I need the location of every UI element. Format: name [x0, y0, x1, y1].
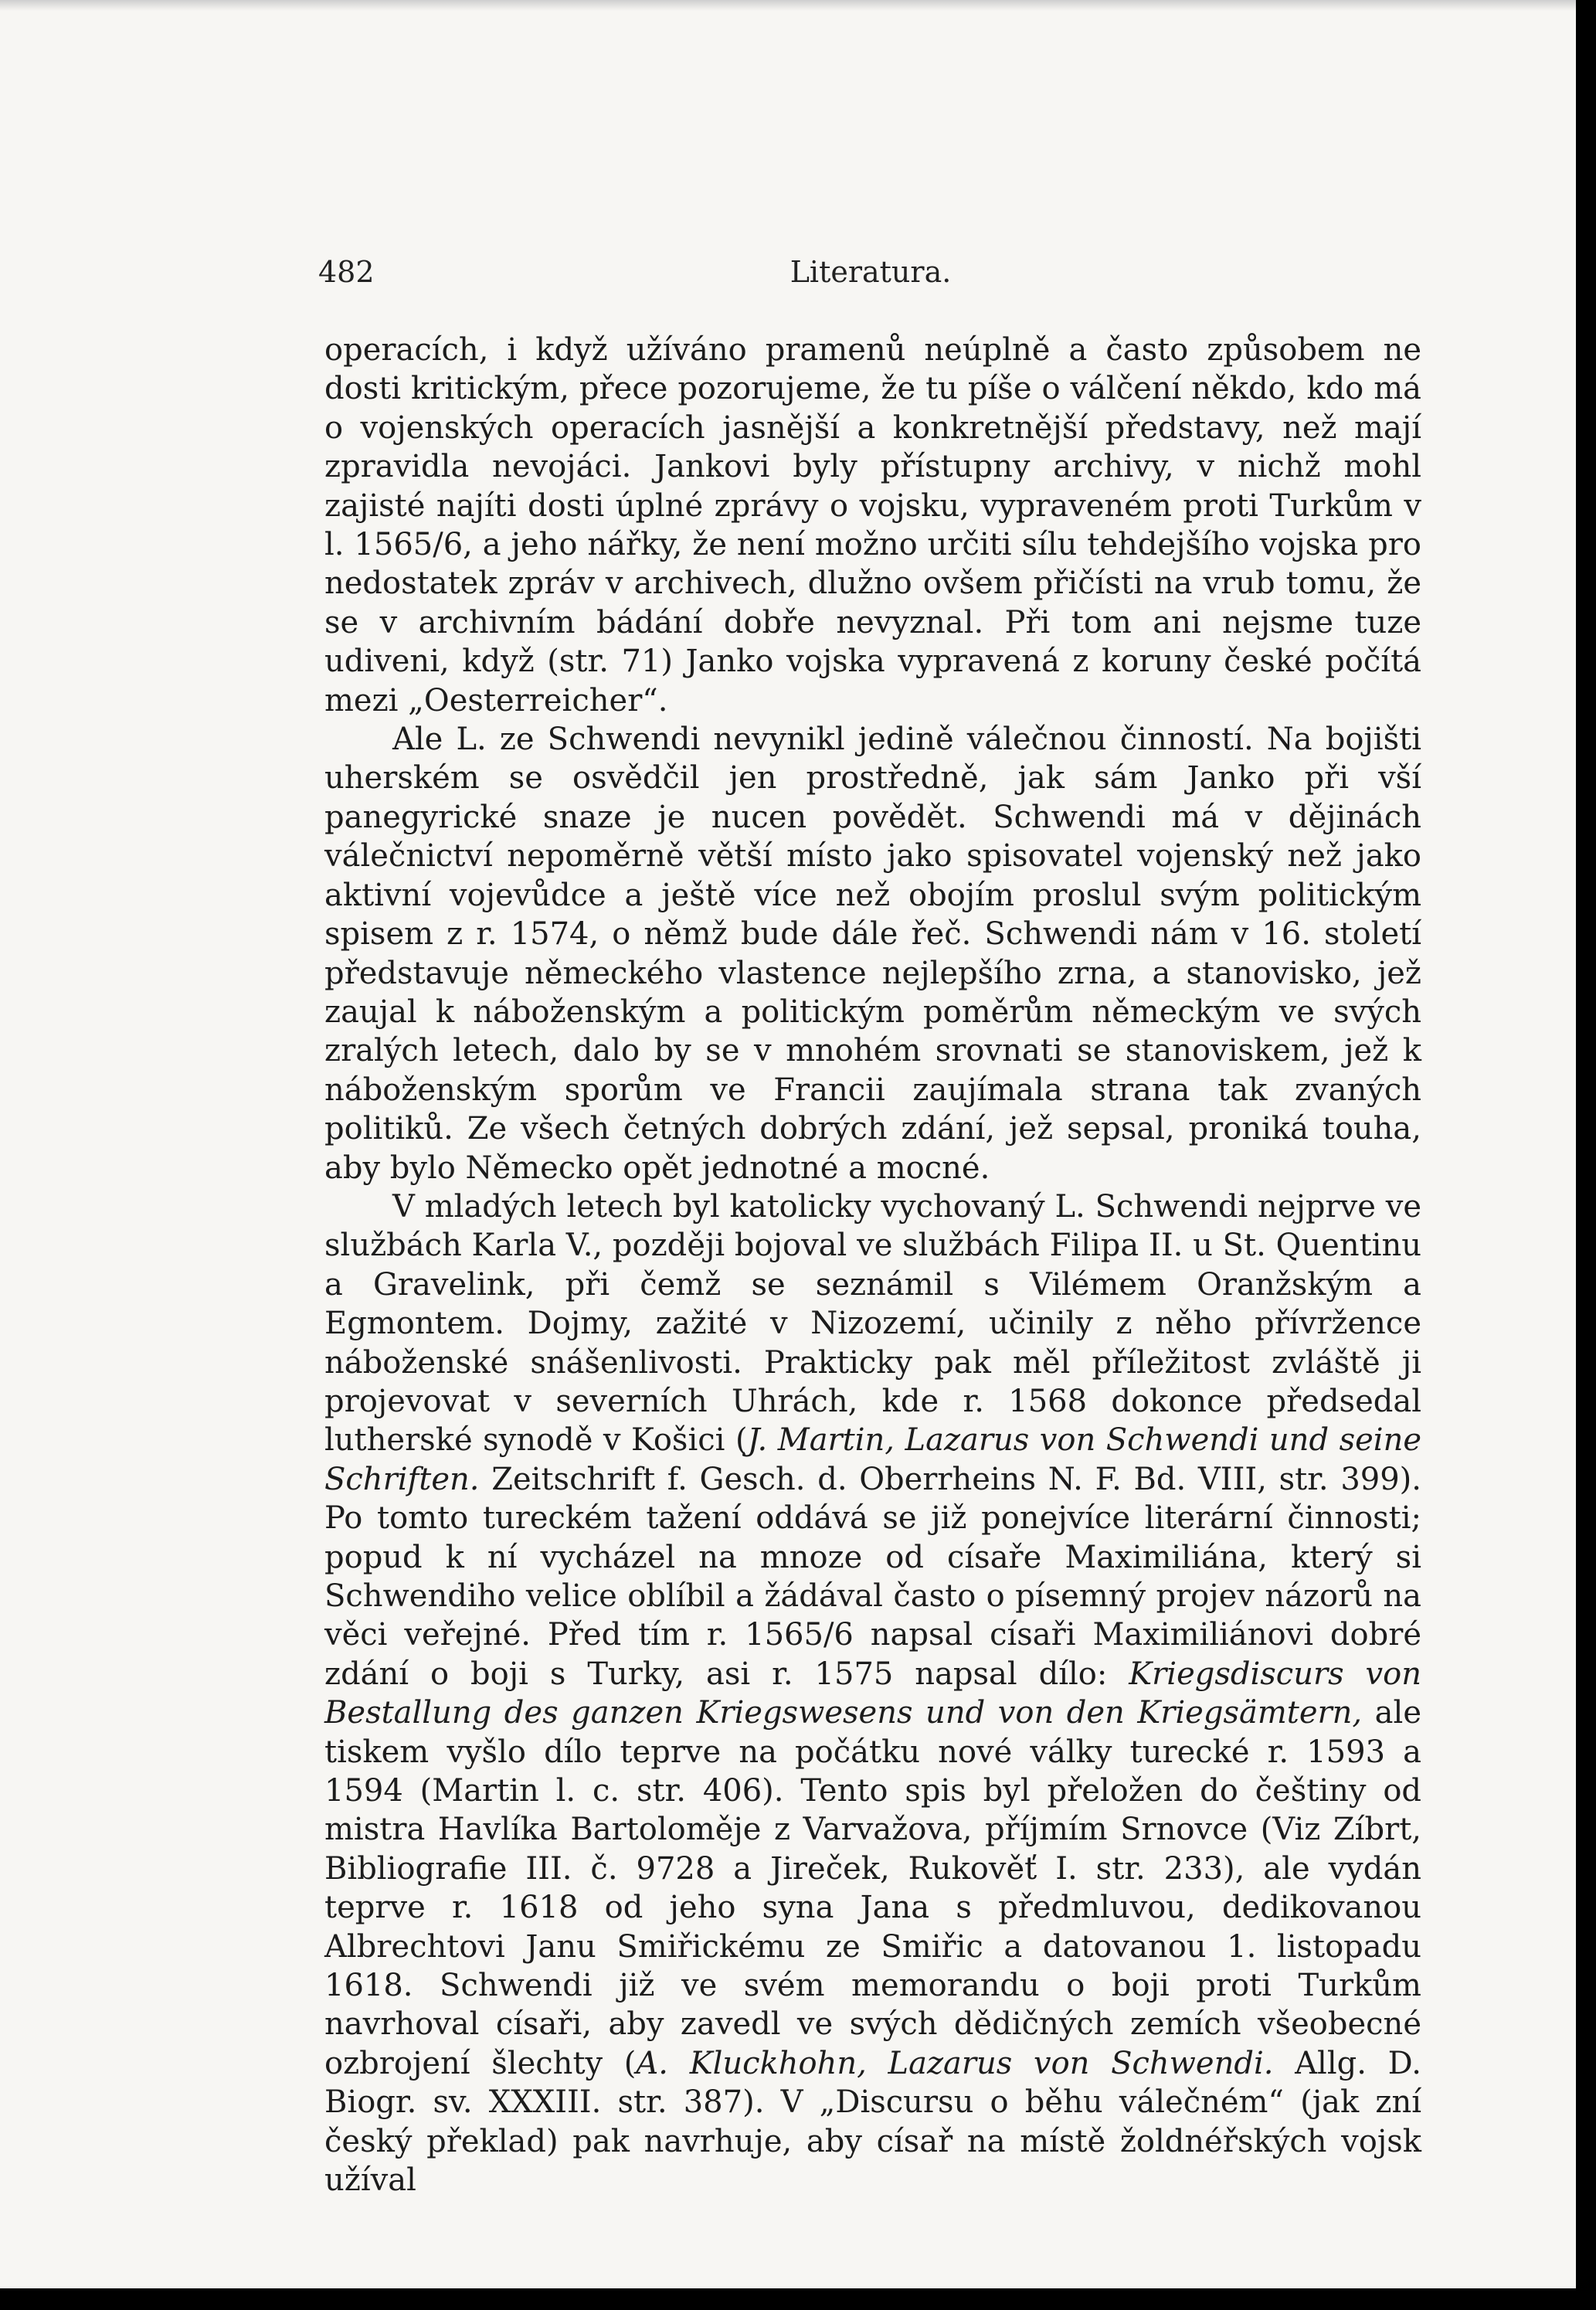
paragraph-3-text-1: V mladých letech byl katolicky vychovaný L. Schwendi nejprve ve službách Karla V., později bojoval ve službách Filipa II. u St. Quentinu a Gravelink, při čemž se seznámil s Vilémem Oranžským a Egmontem. Dojmy, zažité v Nizozemí, učinily z něho přívržence náboženské snášenlivosti. Prakticky pak měl příležitost zvláště ji projevovat v severních Uhrách, kde r. 1568 dokonce předsedal lutherské synodě v Košici (	[324, 1188, 1421, 1459]
running-title: Literatura.	[790, 255, 952, 289]
scan-right-edge	[1576, 31, 1596, 2288]
paragraph-3-text-4: Allg. D. Biogr. sv. XXXIII. str. 387). V „Discursu o běhu válečném“ (jak zní český překlad) pak navrhuje, aby císař na místě žoldnéřských vojsk užíval	[324, 2045, 1421, 2199]
page-number: 482	[318, 255, 375, 289]
citation-martin: J. Martin, Lazarus von Schwendi und seine Schriften.	[324, 1422, 1422, 1497]
citation-kluckhohn: A. Kluckhohn, Lazarus von Schwendi.	[636, 2045, 1274, 2081]
body-text	[324, 331, 1421, 2200]
work-title-kriegsdiscurs: Kriegsdiscurs von Bestallung des ganzen Kriegswesens und von den Kriegsämtern,	[324, 1656, 1421, 1731]
paragraph-3-text-2: Zeitschrift f. Gesch. d. Oberrheins N. F. Bd. VIII, str. 399). Po tomto tureckém tažení oddává se již ponejvíce literární činnosti; popud k ní vycházel na mnoze od císaře Maximiliána, který si Schwendiho velice oblíbil a žádával často o písemný projev názorů na věci veřejné. Před tím r. 1565/6 napsal císaři Maximiliánovi dobré zdání o boji s Turky, asi r. 1575 napsal dílo:	[324, 1461, 1421, 1692]
scan-top-edge	[0, 0, 1576, 11]
page-header	[318, 255, 1423, 301]
paragraph-2: Ale L. ze Schwendi nevynikl jedině válečnou činností. Na bojišti uherském se osvědčil jen prostředně, jak sám Janko při vší panegyrické snaze je nucen povědět. Schwendi má v dějinách válečnictví nepoměrně větší místo jako spisovatel vojenský než jako aktivní vojevůdce a ještě více než obojím proslul svým politickým spisem z r. 1574, o němž bude dále řeč. Schwendi nám v 16. století představuje německého vlastence nejlepšího zrna, a stanovisko, jež zaujal k náboženským a politickým poměrům německým ve svých zralých letech, dalo by se v mnohém srovnati se stanoviskem, jež k náboženským sporům ve Francii zaujímala strana tak zvaných politiků. Ze všech četných dobrých zdání, jež sepsal, proniká touha, aby bylo Německo opět jednotné a mocné.	[324, 722, 1421, 1186]
paragraph-3-text-3: ale tiskem vyšlo dílo teprve na počátku nové války turecké r. 1593 a 1594 (Martin l. c. str. 406). Tento spis byl přeložen do češtiny od mistra Havlíka Bartoloměje z Varvažova, příjmím Srnovce (Viz Zíbrt, Bibliografie III. č. 9728 a Jireček, Rukověť I. str. 233), ale vydán teprve r. 1618 od jeho syna Jana s předmluvou, dedikovanou Albrechtovi Janu Smiřickému ze Smiřic a datovanou 1. listopadu 1618. Schwendi již ve svém memorandu o boji proti Turkům navrhoval císaři, aby zavedl ve svých dědičných zemích všeobecné ozbrojení šlechty (	[324, 1695, 1421, 2081]
paragraph-1: operacích, i když užíváno pramenů neúplně a často způsobem ne dosti kritickým, přece pozorujeme, že tu píše o válčení někdo, kdo má o vojenských operacích jasnější a konkretnější představy, než mají zpravidla nevojáci. Jankovi byly přístupny archivy, v nichž mohl zajisté najíti dosti úplné zprávy o vojsku, vypraveném proti Turkům v l. 1565/6, a jeho nářky, že není možno určiti sílu tehdejšího vojska pro nedostatek zpráv v archivech, dlužno ovšem přičísti na vrub tomu, že se v archivním bádání dobře nevyznal. Při tom ani nejsme tuze udiveni, když (str. 71) Janko vojska vypravená z koruny české počítá mezi „Oesterreicher“.	[324, 332, 1421, 718]
paragraph-3	[324, 1187, 1421, 2200]
